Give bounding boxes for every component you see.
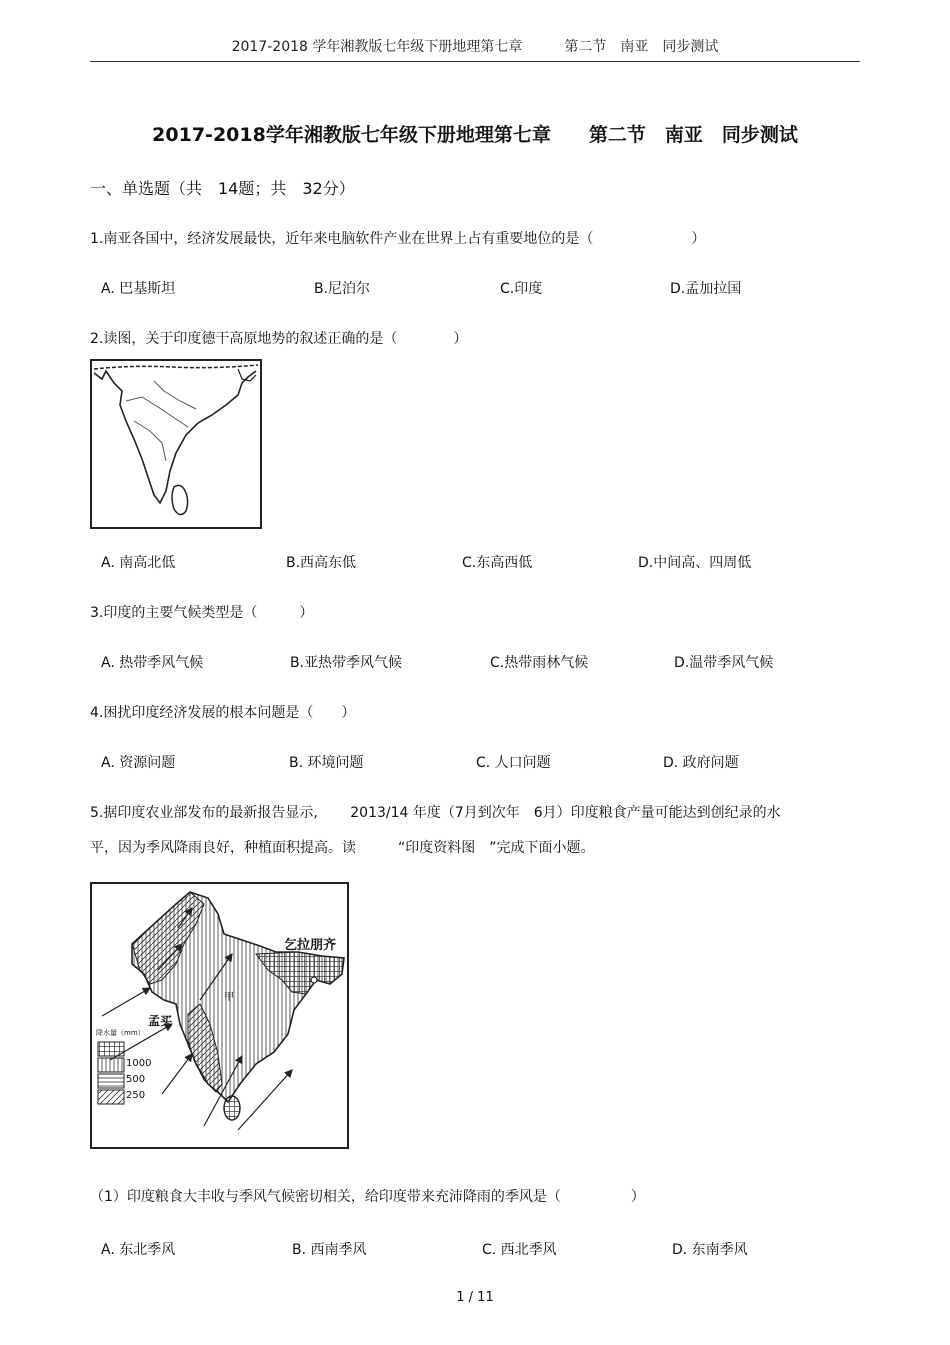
legend-label-500: 500	[126, 1074, 146, 1085]
header-divider	[90, 61, 860, 62]
figure-india-precipitation-map	[90, 882, 349, 1149]
legend-label-1000: 1000	[126, 1058, 152, 1069]
q3-option-b: B.亚热带季风气候	[290, 655, 403, 671]
india-precipitation-map	[92, 884, 347, 1147]
running-header: 2017-2018 学年湘教版七年级下册地理第七章 第二节 南亚 同步测试	[231, 39, 719, 55]
legend-title: 降水量（mm）	[96, 1029, 145, 1037]
question-5-stem-line-2: 平，因为季风降雨良好，种植面积提高。读 “印度资料图 ”完成下面小题。	[90, 840, 595, 856]
q5-1-option-c: C. 西北季风	[482, 1242, 557, 1258]
q3-option-c: C.热带雨林气候	[490, 655, 589, 671]
question-1-stem: 1.南亚各国中，经济发展最快，近年来电脑软件产业在世界上占有重要地位的是（ ）	[90, 231, 706, 247]
question-5-sub-1-stem: （1）印度粮食大丰收与季风气候密切相关，给印度带来充沛降雨的季风是（ ）	[90, 1189, 645, 1205]
page-number: 1 / 11	[456, 1290, 494, 1305]
q5-1-option-b: B. 西南季风	[292, 1242, 367, 1258]
q1-option-d: D.孟加拉国	[670, 281, 742, 297]
map-label-cherrapunji: 乞拉朋齐	[284, 938, 337, 953]
india-outline-map	[92, 361, 260, 527]
question-5-stem-line-1: 5.据印度农业部发布的最新报告显示, 2013/14 年度（7月到次年 6月）印度粮食产量可能达到创纪录的水	[90, 805, 781, 821]
figure-india-outline-map	[90, 359, 262, 529]
q3-option-d: D.温带季风气候	[674, 655, 774, 671]
page-title: 2017-2018学年湘教版七年级下册地理第七章 第二节 南亚 同步测试	[152, 124, 798, 146]
section-heading: 一、单选题（共 14题；共 32分）	[90, 179, 355, 198]
legend-label-250: 250	[126, 1090, 146, 1101]
q4-option-a: A. 资源问题	[101, 755, 176, 771]
question-3-stem: 3.印度的主要气候类型是（ ）	[90, 605, 314, 621]
question-4-stem: 4.困扰印度经济发展的根本问题是（ ）	[90, 705, 356, 721]
q3-option-a: A. 热带季风气候	[101, 655, 204, 671]
question-2-stem: 2.读图，关于印度德干高原地势的叙述正确的是（ ）	[90, 331, 468, 347]
q2-option-a: A. 南高北低	[101, 555, 176, 571]
q1-option-b: B.尼泊尔	[314, 281, 371, 297]
q5-1-option-d: D. 东南季风	[672, 1242, 748, 1258]
map-label-mumbai: 孟买	[148, 1014, 173, 1028]
q4-option-b: B. 环境问题	[289, 755, 364, 771]
map-label-region-jia: 甲	[224, 992, 234, 1003]
q4-option-d: D. 政府问题	[663, 755, 739, 771]
q2-option-d: D.中间高、四周低	[638, 555, 752, 571]
q1-option-a: A. 巴基斯坦	[101, 281, 176, 297]
q1-option-c: C.印度	[500, 281, 543, 297]
q5-1-option-a: A. 东北季风	[101, 1242, 176, 1258]
q2-option-b: B.西高东低	[286, 555, 357, 571]
q4-option-c: C. 人口问题	[476, 755, 551, 771]
q2-option-c: C.东高西低	[462, 555, 533, 571]
